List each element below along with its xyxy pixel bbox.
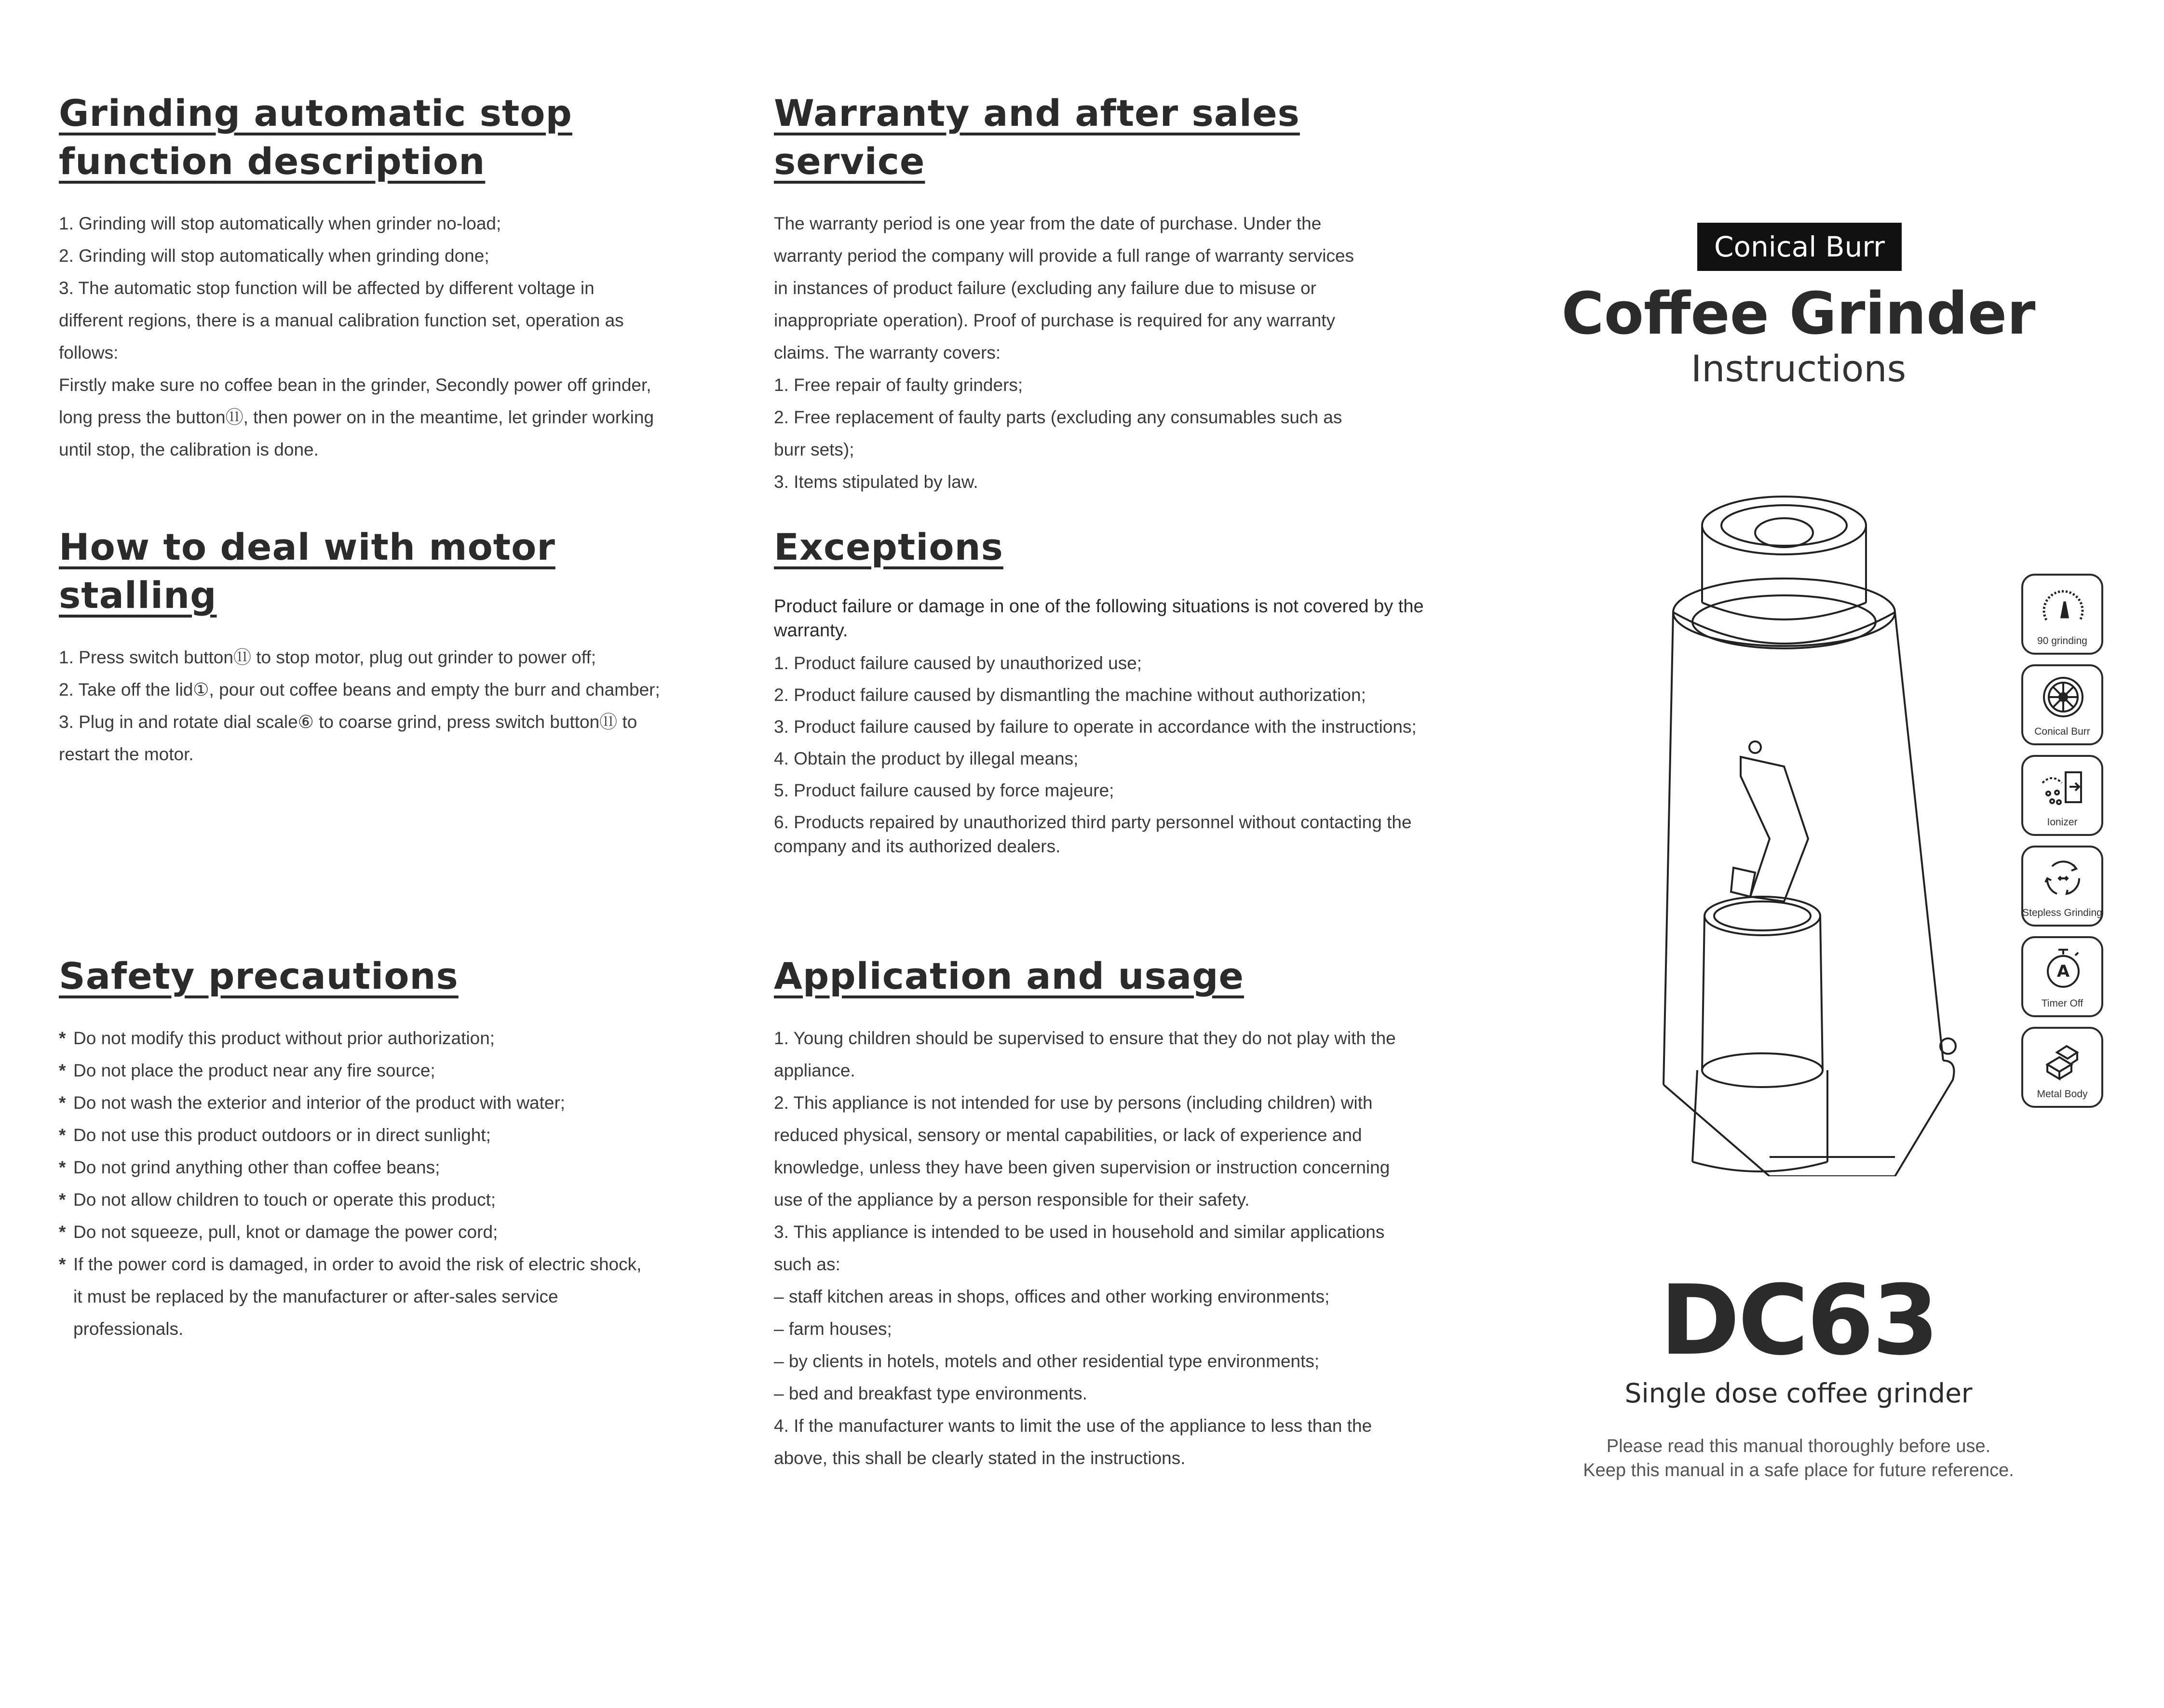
read-manual-notice: Please read this manual thoroughly before use. Keep this manual in a safe place for future reference. — [1583, 1436, 2014, 1480]
body-line: claims. The warranty covers: — [774, 343, 1001, 363]
body-line: restart the motor. — [59, 744, 194, 764]
body-line: follows: — [59, 343, 119, 363]
body-line: 2. This appliance is not intended for use by persons (including children) with — [774, 1093, 1373, 1113]
body-line: 1. Grinding will stop automatically when grinder no-load; — [59, 214, 501, 233]
list-item: 4. Obtain the product by illegal means; — [774, 749, 1079, 768]
body-line: reduced physical, sensory or mental capabilities, or lack of experience and — [774, 1125, 1362, 1145]
body-line: knowledge, unless they have been given supervision or instruction concerning — [774, 1157, 1390, 1177]
list-item: 1. Product failure caused by unauthorized use; — [774, 653, 1142, 673]
bullet-star: * — [59, 1061, 66, 1080]
body-line: 1. Free repair of faulty grinders; — [774, 375, 1023, 395]
list-item: * Do not wash the exterior and interior of the product with water; — [59, 1087, 724, 1119]
body-line: Firstly make sure no coffee bean in the grinder, Secondly power off grinder, — [59, 375, 651, 395]
feature-90-grinding: 90 grinding — [2021, 574, 2103, 655]
svg-text:A: A — [2056, 962, 2070, 981]
list-item: 5. Product failure caused by force majeure; — [774, 780, 1114, 800]
list-item: * Do not allow children to touch or operate this product; — [59, 1183, 724, 1216]
body-line: different regions, there is a manual calibration function set, operation as — [59, 310, 624, 330]
section-safety — [59, 952, 724, 1345]
body-line: 3. The automatic stop function will be affected by different voltage in — [59, 278, 595, 298]
section-heading: Grinding automatic stop function description — [59, 92, 572, 183]
burr-icon — [2038, 673, 2089, 721]
ionizer-icon — [2038, 764, 2089, 812]
list-item: * Do not grind anything other than coffee beans; — [59, 1151, 724, 1183]
bullet-star: * — [59, 1157, 66, 1177]
timer-icon — [2038, 945, 2089, 993]
body-line: appliance. — [774, 1061, 855, 1080]
section-body — [59, 207, 724, 466]
section-heading: Application and usage — [774, 955, 1244, 997]
body-line: such as: — [774, 1254, 840, 1274]
bullet-star: * — [59, 1254, 66, 1274]
body-line: 2. Free replacement of faulty parts (excluding any consumables such as — [774, 407, 1342, 427]
section-auto-stop — [59, 89, 724, 466]
list-item: * Do not squeeze, pull, knot or damage the power cord; — [59, 1216, 724, 1248]
body-line: 3. This appliance is intended to be used in household and similar applications — [774, 1222, 1385, 1242]
body-line: in instances of product failure (excluding any failure due to misuse or — [774, 278, 1316, 298]
list-item: * Do not place the product near any fire source; — [59, 1054, 724, 1087]
body-line: until stop, the calibration is done. — [59, 440, 319, 459]
section-warranty — [774, 89, 1449, 498]
body-line: 3. Plug in and rotate dial scale⑥ to coarse grind, press switch button⑪ to — [59, 712, 637, 732]
feature-conical-burr: Conical Burr — [2021, 664, 2103, 745]
body-line: 1. Young children should be supervised to ensure that they do not play with the — [774, 1028, 1396, 1048]
bullet-star: * — [59, 1093, 66, 1113]
model-number: DC63 — [1660, 1264, 1937, 1377]
bullet-star: * — [59, 1190, 66, 1210]
section-body — [59, 641, 724, 770]
list-item: * If the power cord is damaged, in order to avoid the risk of electric shock, — [59, 1248, 724, 1280]
body-line: – farm houses; — [774, 1319, 892, 1339]
model-subtitle: Single dose coffee grinder — [1624, 1378, 1973, 1409]
bullet-star: * — [59, 1222, 66, 1242]
list-item: * Do not use this product outdoors or in direct sunlight; — [59, 1119, 724, 1151]
bullet-star: * — [59, 1125, 66, 1145]
body-line: – by clients in hotels, motels and other residential type environments; — [774, 1351, 1320, 1371]
exceptions-intro: Product failure or damage in one of the following situations is not covered by the warranty. — [774, 596, 1424, 641]
conical-burr-badge: Conical Burr — [1697, 223, 1902, 271]
section-body — [774, 1022, 1449, 1474]
gauge-icon — [2038, 582, 2089, 631]
body-line: long press the button⑪, then power on in the meantime, let grinder working — [59, 407, 654, 427]
list-item-continuation: professionals. — [73, 1319, 184, 1339]
list-item: 3. Product failure caused by failure to operate in accordance with the instructions; — [774, 717, 1417, 737]
section-body — [774, 207, 1449, 498]
body-line: – bed and breakfast type environments. — [774, 1384, 1087, 1403]
body-line: 3. Items stipulated by law. — [774, 472, 978, 492]
section-application — [774, 952, 1449, 1474]
product-subtitle: Instructions — [1691, 347, 1907, 390]
section-heading: Warranty and after sales service — [774, 92, 1300, 183]
metal-body-icon — [2038, 1036, 2089, 1084]
body-line: 4. If the manufacturer wants to limit the use of the appliance to less than the — [774, 1416, 1372, 1436]
grinder-illustration-icon — [1625, 492, 1982, 1176]
feature-metal-body: Metal Body — [2021, 1027, 2103, 1108]
section-heading: Exceptions — [774, 525, 1003, 568]
body-line: inappropriate operation). Proof of purchase is required for any warranty — [774, 310, 1336, 330]
body-line: burr sets); — [774, 440, 854, 459]
list-item-continuation: it must be replaced by the manufacturer or after-sales service — [73, 1287, 558, 1306]
list-item: 6. Products repaired by unauthorized third party personnel without contacting the company and its authorized dealers. — [774, 812, 1412, 856]
body-line: warranty period the company will provide a full range of warranty services — [774, 246, 1354, 266]
product-title: Coffee Grinder — [1561, 281, 2036, 348]
body-line: The warranty period is one year from the date of purchase. Under the — [774, 214, 1322, 233]
exceptions-list — [774, 651, 1425, 859]
body-line: 1. Press switch button⑪ to stop motor, plug out grinder to power off; — [59, 647, 596, 667]
body-line: 2. Grinding will stop automatically when grinding done; — [59, 246, 489, 266]
body-line: use of the appliance by a person responsible for their safety. — [774, 1190, 1250, 1210]
body-line: above, this shall be clearly stated in the instructions. — [774, 1448, 1186, 1468]
section-exceptions — [774, 523, 1425, 866]
body-line: 2. Take off the lid①, pour out coffee beans and empty the burr and chamber; — [59, 680, 660, 699]
feature-timer-off: A Timer Off — [2021, 936, 2103, 1017]
section-body — [59, 1022, 724, 1345]
list-item: * Do not modify this product without prior authorization; — [59, 1022, 724, 1054]
list-item: 2. Product failure caused by dismantling the machine without authorization; — [774, 685, 1366, 705]
section-heading: How to deal with motor stalling — [59, 525, 555, 617]
section-motor-stalling — [59, 523, 724, 770]
stepless-icon — [2038, 854, 2089, 902]
body-line: – staff kitchen areas in shops, offices and other working environments; — [774, 1287, 1330, 1306]
bullet-star: * — [59, 1028, 66, 1048]
section-heading: Safety precautions — [59, 955, 459, 997]
feature-stepless-grinding: Stepless Grinding — [2021, 846, 2103, 927]
feature-ionizer: Ionizer — [2021, 755, 2103, 836]
